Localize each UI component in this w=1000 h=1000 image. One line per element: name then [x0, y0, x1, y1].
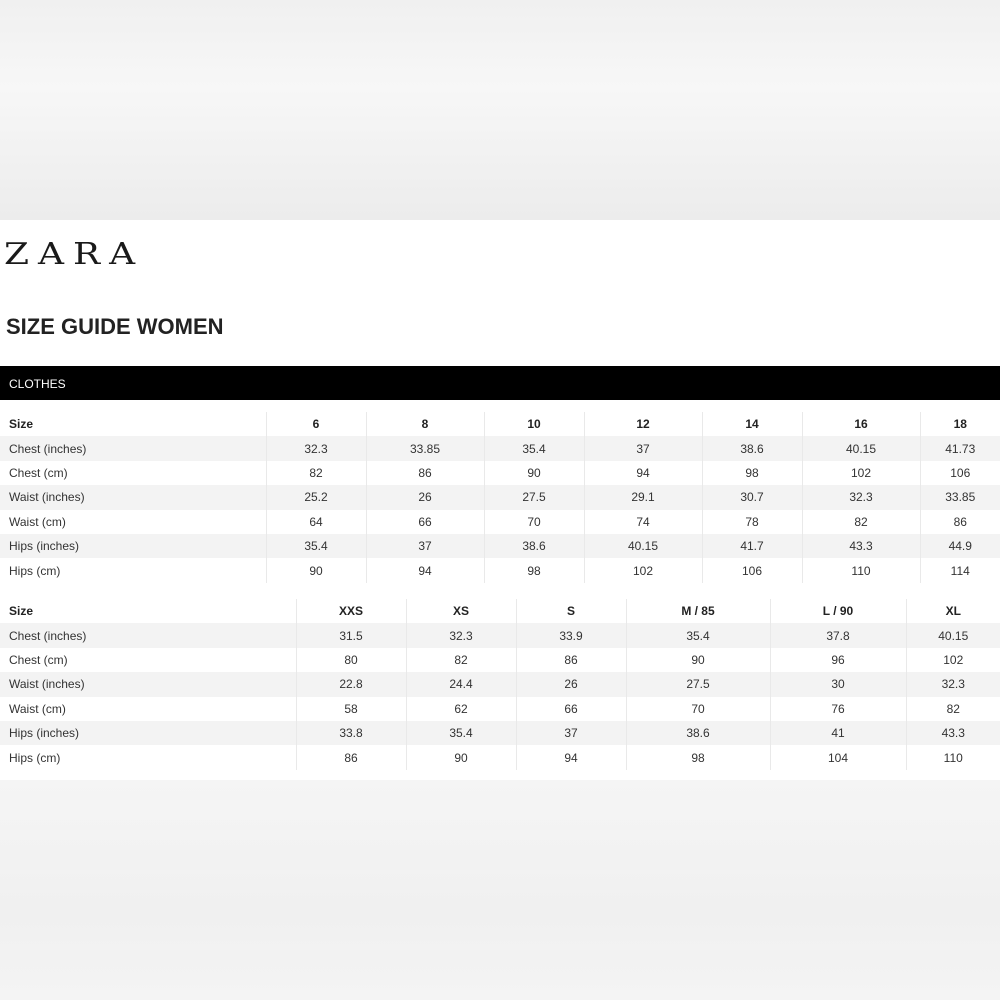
table-cell: 102 — [802, 461, 920, 485]
table-cell: 41.7 — [702, 534, 802, 558]
table-cell: 32.3 — [906, 672, 1000, 696]
table-cell: 35.4 — [266, 534, 366, 558]
size-column-header: 6 — [266, 412, 366, 436]
table-cell: 70 — [626, 697, 770, 721]
size-table-letter — [0, 599, 1000, 770]
table-cell: 37 — [584, 436, 702, 460]
size-column-header: L / 90 — [770, 599, 906, 623]
table-cell: 96 — [770, 648, 906, 672]
size-column-header: 16 — [802, 412, 920, 436]
table-cell: 106 — [702, 558, 802, 582]
table-cell: 33.85 — [920, 485, 1000, 509]
table-cell: 29.1 — [584, 485, 702, 509]
page-title: SIZE GUIDE WOMEN — [6, 314, 224, 339]
table-cell: 90 — [484, 461, 584, 485]
table-cell: 27.5 — [484, 485, 584, 509]
table-cell: 110 — [802, 558, 920, 582]
table-cell: 94 — [516, 745, 626, 769]
size-column-header: 12 — [584, 412, 702, 436]
section-header-bar — [0, 366, 1000, 400]
table-cell: 76 — [770, 697, 906, 721]
size-header-label: Size — [0, 412, 266, 436]
table-cell: 86 — [953, 514, 967, 529]
measurement-label: Chest (inches) — [0, 623, 296, 647]
size-column-header: 8 — [366, 412, 484, 436]
size-table-numeric — [0, 412, 1000, 583]
table-cell: 104 — [770, 745, 906, 769]
table-cell: 86 — [516, 648, 626, 672]
table-cell: 82 — [802, 510, 920, 534]
table-cell: 32.3 — [406, 623, 516, 647]
table-row — [0, 510, 1000, 534]
measurement-label: Hips (inches) — [0, 534, 266, 558]
table-cell: 37 — [516, 721, 626, 745]
table-cell: 102 — [943, 652, 964, 667]
table-row — [0, 436, 1000, 460]
section-label: CLOTHES — [9, 377, 66, 391]
size-header-label: Size — [0, 599, 296, 623]
brand-logo: ZARA — [4, 238, 145, 272]
measurement-label: Waist (cm) — [0, 510, 266, 534]
table-cell: 35.4 — [406, 721, 516, 745]
table-cell: 86 — [366, 461, 484, 485]
measurement-label: Chest (cm) — [0, 461, 266, 485]
table-row — [0, 697, 1000, 721]
table-row — [0, 623, 1000, 647]
table-cell: 66 — [366, 510, 484, 534]
table-cell: 24.4 — [406, 672, 516, 696]
table-cell: 35.4 — [484, 436, 584, 460]
table-cell: 33.85 — [366, 436, 484, 460]
table-cell: 35.4 — [626, 623, 770, 647]
table-cell: 66 — [516, 697, 626, 721]
table-cell: 33.9 — [516, 623, 626, 647]
table-cell: 33.8 — [296, 721, 406, 745]
table-row — [0, 648, 1000, 672]
size-column-header: 10 — [484, 412, 584, 436]
background-bottom — [0, 780, 1000, 1000]
size-column-header: S — [516, 599, 626, 623]
table-cell: 106 — [950, 465, 971, 480]
table-cell: 43.3 — [802, 534, 920, 558]
table-cell: 38.6 — [702, 436, 802, 460]
size-guide-sheet — [0, 220, 1000, 780]
measurement-label: Hips (inches) — [0, 721, 296, 745]
background-top — [0, 0, 1000, 220]
table-cell: 74 — [584, 510, 702, 534]
size-column-header: 18 — [953, 417, 967, 432]
table-cell: 26 — [516, 672, 626, 696]
measurement-label: Waist (inches) — [0, 672, 296, 696]
table-cell: 62 — [406, 697, 516, 721]
table-cell: 78 — [702, 510, 802, 534]
table-row — [0, 745, 1000, 769]
table-cell: 64 — [266, 510, 366, 534]
table-row — [0, 485, 1000, 509]
table-row — [0, 534, 1000, 558]
table-cell: 38.6 — [626, 721, 770, 745]
table-cell: 41.73 — [920, 436, 1000, 460]
size-column-header: XXS — [296, 599, 406, 623]
table-cell: 32.3 — [266, 436, 366, 460]
size-column-header: XL — [945, 604, 961, 619]
table-row — [0, 672, 1000, 696]
table-row — [0, 558, 1000, 582]
table-header-row — [0, 412, 1000, 436]
table-row — [0, 721, 1000, 745]
measurement-label: Chest (cm) — [0, 648, 296, 672]
table-cell: 26 — [366, 485, 484, 509]
table-cell: 40.15 — [584, 534, 702, 558]
table-cell: 40.15 — [906, 623, 1000, 647]
measurement-label: Waist (inches) — [0, 485, 266, 509]
table-cell: 30 — [770, 672, 906, 696]
table-cell: 90 — [406, 745, 516, 769]
table-cell: 44.9 — [920, 534, 1000, 558]
measurement-label: Chest (inches) — [0, 436, 266, 460]
table-cell: 58 — [296, 697, 406, 721]
table-cell: 98 — [702, 461, 802, 485]
table-cell: 114 — [950, 563, 970, 578]
size-column-header: 14 — [702, 412, 802, 436]
table-cell: 110 — [943, 750, 963, 765]
table-cell: 82 — [266, 461, 366, 485]
measurement-label: Waist (cm) — [0, 697, 296, 721]
measurement-label: Hips (cm) — [0, 558, 266, 582]
table-cell: 90 — [626, 648, 770, 672]
table-cell: 30.7 — [702, 485, 802, 509]
table-cell: 98 — [626, 745, 770, 769]
table-cell: 98 — [484, 558, 584, 582]
table-header-row — [0, 599, 1000, 623]
table-cell: 40.15 — [802, 436, 920, 460]
table-cell: 27.5 — [626, 672, 770, 696]
size-column-header: M / 85 — [626, 599, 770, 623]
table-cell: 70 — [484, 510, 584, 534]
table-cell: 41 — [770, 721, 906, 745]
table-cell: 25.2 — [266, 485, 366, 509]
table-cell: 102 — [584, 558, 702, 582]
table-cell: 38.6 — [484, 534, 584, 558]
size-column-header: XS — [406, 599, 516, 623]
table-cell: 37 — [366, 534, 484, 558]
table-cell: 82 — [946, 701, 960, 716]
table-cell: 80 — [296, 648, 406, 672]
table-cell: 43.3 — [906, 721, 1000, 745]
table-cell: 94 — [366, 558, 484, 582]
table-cell: 22.8 — [296, 672, 406, 696]
table-cell: 31.5 — [296, 623, 406, 647]
table-cell: 94 — [584, 461, 702, 485]
table-cell: 37.8 — [770, 623, 906, 647]
measurement-label: Hips (cm) — [0, 745, 296, 769]
table-cell: 90 — [266, 558, 366, 582]
table-row — [0, 461, 1000, 485]
table-cell: 82 — [406, 648, 516, 672]
table-cell: 32.3 — [802, 485, 920, 509]
table-cell: 86 — [296, 745, 406, 769]
